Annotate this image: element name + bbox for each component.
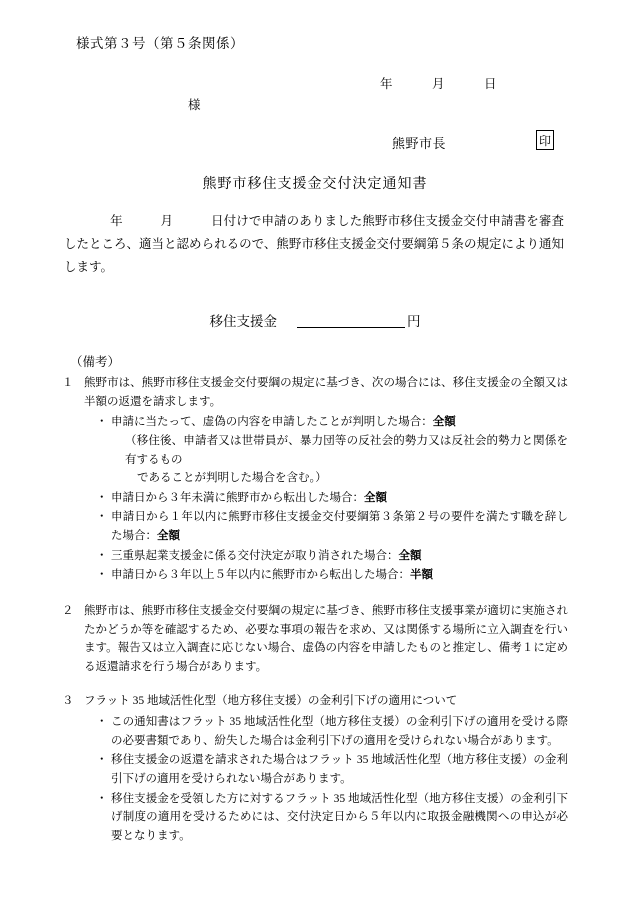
note-bullet-text: 移住支援金を受領した方に対するフラット 35 地域活性化型（地方移住支援）の金利引下げ制度の適用を受けるためには、交付決定日から５年以内に取扱金融機関への申込が必要となります。 [111,792,568,842]
page-title: 熊野市移住支援金交付決定通知書 [202,177,428,192]
note-bullet-emphasis: 全額 [364,491,387,504]
note-bullet-text: 申請日から３年以上５年以内に熊野市から転出した場合： [111,569,410,582]
note-number: １ [62,377,74,389]
body-paragraph-text: 年 月 日付けで申請のありました熊野市移住支援金交付申請書を審査したところ、適当と認められるので、熊野市移住支援金交付要綱第５条の規定により通知します。 [64,214,564,275]
note-bullet-list [84,713,568,845]
note-bullet-text: この通知書はフラット 35 地域活性化型（地方移住支援）の金利引下げの適用を受ける際の必要書類であり、紛失した場合は金利引下げの適用を受けられない場合があります。 [111,716,568,747]
note-bullet-subline: であることが判明した場合を含む。） [137,472,327,485]
note-bullet [96,413,568,488]
note-item [62,602,572,677]
note-number: ３ [62,695,74,708]
note-body [84,602,568,677]
bullet-dot-icon: ・ [96,549,108,562]
note-item [62,692,572,846]
note-bullet-text: 移住支援金の返還を請求された場合はフラット 35 地域活性化型（地方移住支援）の金利引下げの適用を受けられない場合があります。 [111,754,568,785]
form-number: 様式第３号（第５条関係） [76,36,244,51]
bullet-dot-icon: ・ [96,511,108,524]
note-bullet-emphasis: 全額 [398,549,422,562]
bullet-dot-icon: ・ [96,716,108,728]
amount-blank-field [297,312,405,328]
date-line: 年 月 日 [380,77,498,91]
note-bullet [96,508,568,545]
amount-unit: 円 [407,314,421,329]
note-lead-text: 熊野市は、熊野市移住支援金交付要綱の規定に基づき、熊野市移住支援事業が適切に実施されたかどうか等を確認するため、必要な事項の報告を求め、又は関係する場所に立入調査を行います。報告又は立入調査に応じない場合、虚偽の内容を申請したものと推定し、備考１に定める返還請求を行う場合があります。 [84,604,568,673]
note-bullet-list [84,413,568,585]
body-paragraph [64,210,564,279]
note-bullet [96,547,568,566]
note-lead-text: フラット 35 地域活性化型（地方移住支援）の金利引下げの適用について [84,695,458,708]
bullet-dot-icon: ・ [96,491,108,504]
note-bullet-text: 申請日から１年以内に熊野市移住支援金交付要綱第３条第２号の要件を満たす職を辞した場合： [111,511,568,542]
note-body [84,374,568,586]
note-bullet-text: 申請に当たって、虚偽の内容を申請したことが判明した場合： [111,416,433,429]
note-item [62,374,572,586]
note-bullet [96,790,568,846]
bullet-dot-icon: ・ [96,754,108,767]
amount-label: 移住支援金 [209,314,277,329]
amount-row [0,310,630,330]
note-bullet [96,751,568,788]
note-body [84,692,568,846]
note-lead-text: 熊野市は、熊野市移住支援金交付要綱の規定に基づき、次の場合には、移住支援金の全額又は半額の返還を請求します。 [84,377,568,408]
note-bullet [96,713,568,750]
notes-heading: （備考） [70,355,121,369]
note-spacer [62,588,572,602]
note-spacer [62,678,572,692]
seal-icon: 印 [536,130,554,150]
bullet-dot-icon: ・ [96,416,108,429]
notes-section [62,374,572,862]
note-bullet-text: 申請日から３年未満に熊野市から転出した場合： [111,491,364,504]
note-number: ２ [62,604,74,617]
note-bullet-emphasis: 全額 [432,416,456,429]
note-bullet [96,566,568,585]
note-bullet-text: 三重県起業支援金に係る交付決定が取り消された場合： [111,549,399,562]
note-bullet [96,489,568,508]
bullet-dot-icon: ・ [96,792,108,805]
note-bullet-subline: （移住後、申請者又は世帯員が、暴力団等の反社会的勢力又は反社会的勢力と関係を有するもの [125,434,568,466]
note-bullet-emphasis: 全額 [157,530,180,542]
issuer-name: 熊野市長 [392,136,447,151]
bullet-dot-icon: ・ [96,569,108,582]
addressee-suffix: 様 [188,98,201,112]
note-bullet-emphasis: 半額 [410,569,433,582]
note-spacer [62,848,572,862]
